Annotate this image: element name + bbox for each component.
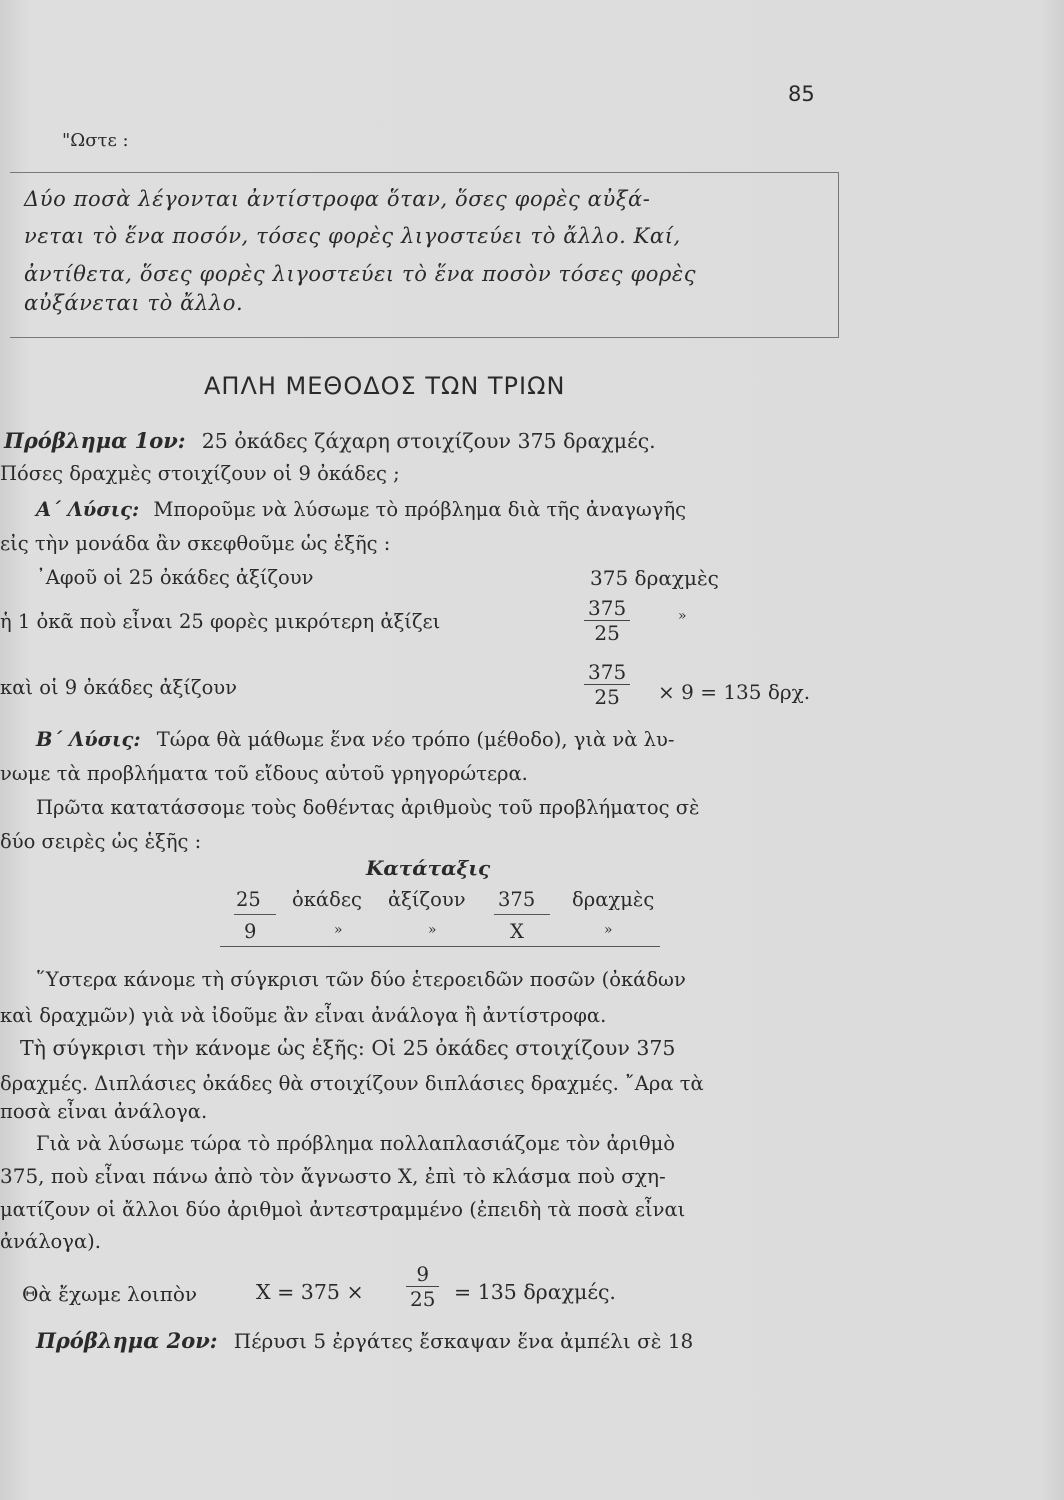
ditto-mark: » xyxy=(678,608,687,624)
solution-a-line xyxy=(36,498,686,521)
arrangement-cell: δραχμὲς xyxy=(572,888,655,911)
problem1-statement: 25 ὀκάδες ζάχαρη στοιχίζουν 375 δραχμές. xyxy=(201,429,656,453)
method-text: ἀνάλογα). xyxy=(0,1230,101,1253)
arrangement-cell: 9 xyxy=(244,920,257,943)
fraction-numerator: 375 xyxy=(588,660,627,684)
total-price-fraction xyxy=(584,660,630,709)
section-heading: ΑΠΛΗ ΜΕΘΟΔΟΣ ΤΩΝ ΤΡΙΩΝ xyxy=(204,372,566,400)
solution-b-text: νωμε τὰ προβλήματα τοῦ εἴδους αὐτοῦ γρηγορώτερα. xyxy=(0,762,528,785)
fraction-denominator: 25 xyxy=(594,621,620,645)
arrangement-cell: ὀκάδες xyxy=(292,888,362,911)
fraction-numerator: 375 xyxy=(588,596,627,620)
final-fraction xyxy=(406,1262,439,1311)
method-text: Γιὰ νὰ λύσωμε τώρα τὸ πρόβλημα πολλαπλασιάζομε τὸν ἀριθμὸ xyxy=(36,1132,675,1155)
solution-b-line xyxy=(36,728,674,751)
rule-line: νεται τὸ ἕνα ποσόν, τόσες φορὲς λιγοστεύει τὸ ἄλλο. Καί, xyxy=(24,224,681,248)
problem2-label: Πρόβλημα 2ον: xyxy=(36,1328,218,1353)
solution-b-text: δύο σειρὲς ὡς ἑξῆς : xyxy=(0,830,202,853)
rule-line: αὐξάνεται τὸ ἄλλο. xyxy=(24,291,244,315)
solution-a-row1-text: ᾿Αφοῦ οἱ 25 ὀκάδες ἀξίζουν xyxy=(36,566,314,589)
fraction-denominator: 25 xyxy=(410,1287,436,1311)
arrangement-cell: ἀξίζουν xyxy=(388,888,466,911)
rule-line: Δύο ποσὰ λέγονται ἀντίστροφα ὅταν, ὅσες φορὲς αὐξά- xyxy=(24,187,651,211)
solution-a-text: εἰς τὴν μονάδα ἂν σκεφθοῦμε ὡς ἑξῆς : xyxy=(0,532,391,555)
comparison-text: ῞Υστερα κάνομε τὴ σύγκρισι τῶν δύο ἑτεροειδῶν ποσῶν (ὀκάδων xyxy=(36,968,686,991)
arrangement-bar xyxy=(494,914,550,915)
solution-a-text: Μποροῦμε νὰ λύσωμε τὸ πρόβλημα διὰ τῆς ἀναγωγῆς xyxy=(153,498,687,521)
arrangement-underline xyxy=(220,946,660,947)
problem1-label: Πρόβλημα 1ον: xyxy=(4,428,186,453)
final-result: = 135 δραχμές. xyxy=(454,1280,616,1304)
arrangement-cell: 25 xyxy=(236,888,261,911)
method-text: 375, ποὺ εἶναι πάνω ἀπὸ τὸν ἄγνωστο X, ἐπὶ τὸ κλάσμα ποὺ σχη- xyxy=(0,1164,666,1188)
comparison-text: Τὴ σύγκρισι τὴν κάνομε ὡς ἑξῆς: Οἱ 25 ὀκάδες στοιχίζουν 375 xyxy=(20,1036,676,1060)
solution-a-row3-text: καὶ οἱ 9 ὀκάδες ἀξίζουν xyxy=(0,676,238,699)
fraction-denominator: 25 xyxy=(594,685,620,709)
method-text: ματίζουν οἱ ἄλλοι δύο ἀριθμοὶ ἀντεστραμμένο (ἐπειδὴ τὰ ποσὰ εἶναι xyxy=(0,1198,686,1221)
rule-box xyxy=(10,172,839,338)
problem2-line xyxy=(36,1328,693,1353)
problem1-question: Πόσες δραχμὲς στοιχίζουν οἱ 9 ὀκάδες ; xyxy=(0,462,400,485)
solution-b-text: Τώρα θὰ μάθωμε ἕνα νέο τρόπο (μέθοδο), γιὰ νὰ λυ- xyxy=(156,728,675,751)
arrangement-cell: 375 xyxy=(498,888,536,911)
comparison-text: ποσὰ εἶναι ἀνάλογα. xyxy=(0,1100,208,1123)
rule-line: ἀντίθετα, ὅσες φορὲς λιγοστεύει τὸ ἕνα ποσὸν τόσες φορὲς xyxy=(24,262,697,286)
final-expression: X = 375 × xyxy=(256,1280,364,1304)
final-prefix: Θὰ ἔχωμε λοιπὸν xyxy=(22,1282,198,1306)
solution-a-row2-text: ἡ 1 ὀκᾶ ποὺ εἶναι 25 φορὲς μικρότερη ἀξίζει xyxy=(0,610,441,633)
arrangement-cell: X xyxy=(510,920,524,943)
arrangement-cell: » xyxy=(334,922,343,938)
solution-a-label: Α΄ Λύσις: xyxy=(36,498,140,521)
arrangement-title: Κατάταξις xyxy=(366,856,491,880)
solution-a-result: × 9 = 135 δρχ. xyxy=(658,680,811,704)
solution-b-text: Πρῶτα κατατάσσομε τοὺς δοθέντας ἀριθμοὺς τοῦ προβλήματος σὲ xyxy=(36,796,700,819)
comparison-text: δραχμές. Διπλάσιες ὀκάδες θὰ στοιχίζουν διπλάσιες δραχμές. ῎Αρα τὰ xyxy=(0,1072,704,1095)
intro-text: "Ωστε : xyxy=(62,130,129,151)
solution-b-label: Β΄ Λύσις: xyxy=(36,728,141,751)
comparison-text: καὶ δραχμῶν) γιὰ νὰ ἰδοῦμε ἂν εἶναι ἀνάλογα ἢ ἀντίστροφα. xyxy=(0,1004,607,1027)
arrangement-cell: » xyxy=(428,922,437,938)
problem1-line xyxy=(4,428,656,453)
fraction-numerator: 9 xyxy=(416,1262,430,1286)
solution-a-row1-value: 375 δραχμὲς xyxy=(590,566,719,590)
page-number: 85 xyxy=(788,82,815,106)
problem2-text: Πέρυσι 5 ἐργάτες ἔσκαψαν ἕνα ἀμπέλι σὲ 18 xyxy=(233,1329,694,1353)
unit-price-fraction xyxy=(584,596,630,645)
arrangement-bar xyxy=(234,914,276,915)
arrangement-cell: » xyxy=(604,922,613,938)
